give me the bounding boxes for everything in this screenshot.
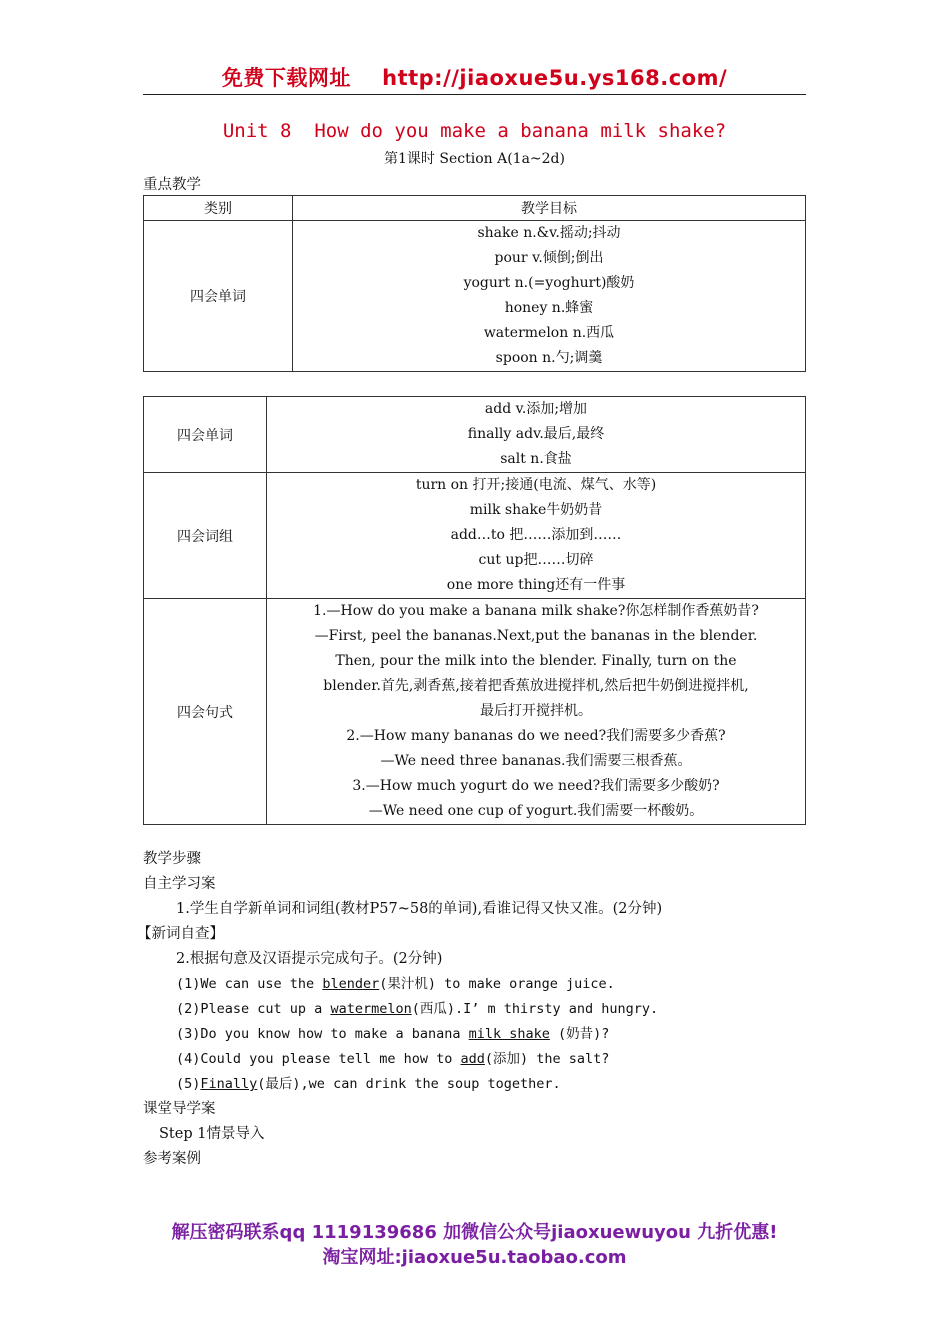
phrase-item: milk shake牛奶奶昔 — [469, 502, 603, 518]
objectives-table-2 — [143, 396, 806, 825]
section-key-heading: 重点教学 — [143, 177, 201, 193]
objectives-table-1 — [143, 195, 806, 372]
lesson-subtitle: 第1课时 Section A(1a~2d) — [384, 151, 565, 167]
page-header — [143, 62, 806, 92]
answer-blank: Finally — [200, 1076, 258, 1092]
exercise-5 — [143, 1072, 806, 1097]
self-study-heading: 自主学习案 — [143, 876, 216, 892]
sentence-line: 3.—How much yogurt do we need?我们需要多少酸奶? — [352, 778, 720, 794]
exercise-2 — [143, 997, 806, 1022]
reference-heading: 参考案例 — [143, 1151, 201, 1167]
row-label-sentences: 四会句式 — [144, 599, 267, 825]
col-header-category: 类别 — [144, 196, 293, 221]
vocab-cell — [267, 397, 806, 473]
sentence-line: 1.—How do you make a banana milk shake?你怎样制作香蕉奶昔? — [313, 603, 759, 619]
row-label-vocab: 四会单词 — [144, 397, 267, 473]
exercise-text: (1)We can use the — [176, 976, 323, 992]
exercise-text: (4)Could you please tell me how to — [176, 1051, 461, 1067]
exercise-text: (2)Please cut up a — [176, 1001, 331, 1017]
row-label-phrases: 四会词组 — [144, 473, 267, 599]
answer-blank: blender — [322, 976, 380, 992]
vocab-item: pour v.倾倒;倒出 — [494, 250, 604, 266]
exercise-text: (添加) the salt? — [484, 1051, 610, 1067]
exercise-4 — [143, 1047, 806, 1072]
exercise-text: (3)Do you know how to make a banana — [176, 1026, 469, 1042]
classroom-heading: 课堂导学案 — [143, 1101, 216, 1117]
sentence-line: blender.首先,剥香蕉,接着把香蕉放进搅拌机,然后把牛奶倒进搅拌机, — [323, 678, 749, 694]
vocab-item: watermelon n.西瓜 — [483, 325, 615, 341]
header-divider — [143, 94, 806, 95]
step-1-heading: Step 1情景导入 — [159, 1126, 265, 1142]
phrase-item: turn on 打开;接通(电流、煤气、水等) — [415, 477, 657, 493]
vocab-item: spoon n.勺;调羹 — [495, 350, 603, 366]
steps-heading: 教学步骤 — [143, 851, 201, 867]
exercise-text: (5) — [176, 1076, 201, 1092]
answer-blank: add — [460, 1051, 485, 1067]
exercise-text: (最后),we can drink the soup together. — [257, 1076, 561, 1092]
exercise-text: (西瓜).I’ m thirsty and hungry. — [411, 1001, 659, 1017]
header-url[interactable]: http://jiaoxue5u.ys168.com/ — [382, 66, 728, 90]
exercise-text: (果汁机) to make orange juice. — [379, 976, 615, 992]
step-item-2: 2.根据句意及汉语提示完成句子。(2分钟) — [176, 951, 443, 967]
answer-blank: watermelon — [330, 1001, 412, 1017]
col-header-objectives: 教学目标 — [293, 196, 806, 221]
footer-shop-url[interactable]: 淘宝网址:jiaoxue5u.taobao.com — [322, 1247, 627, 1268]
sentence-line: Then, pour the milk into the blender. Finally, turn on the — [335, 653, 737, 669]
sentence-line: —We need one cup of yogurt.我们需要一杯酸奶。 — [368, 803, 704, 819]
answer-blank: milk shake — [468, 1026, 550, 1042]
sentence-line: —First, peel the bananas.Next,put the bananas in the blender. — [314, 628, 758, 644]
vocab-item: shake n.&v.摇动;抖动 — [477, 225, 621, 241]
phrases-cell — [267, 473, 806, 599]
vocab-item: add v.添加;增加 — [484, 401, 588, 417]
row-label-vocab: 四会单词 — [144, 221, 293, 372]
vocab-item: yogurt n.(=yoghurt)酸奶 — [463, 275, 635, 291]
exercise-1 — [143, 972, 806, 997]
vocab-item: honey n.蜂蜜 — [504, 300, 594, 316]
phrase-item: add…to 把……添加到…… — [450, 527, 622, 543]
exercise-3 — [143, 1022, 806, 1047]
sentences-cell — [267, 599, 806, 825]
footer-contact: 解压密码联系qq 1119139686 加微信公众号jiaoxuewuyou 九折优惠! — [171, 1222, 778, 1243]
vocab-item: salt n.食盐 — [500, 451, 572, 467]
exercise-text: (奶昔)? — [549, 1026, 610, 1042]
header-label: 免费下载网址 — [221, 66, 351, 90]
phrase-item: one more thing还有一件事 — [446, 577, 626, 593]
sentence-line: 2.—How many bananas do we need?我们需要多少香蕉? — [346, 728, 726, 744]
sentence-line: 最后打开搅拌机。 — [480, 703, 592, 719]
vocab-cell — [293, 221, 806, 372]
phrase-item: cut up把……切碎 — [478, 552, 594, 568]
sentence-line: —We need three bananas.我们需要三根香蕉。 — [380, 753, 692, 769]
document-title: Unit 8 How do you make a banana milk shake? — [222, 120, 727, 142]
teaching-steps — [137, 847, 806, 1172]
word-check-heading: 【新词自查】 — [137, 926, 224, 942]
step-item-1: 1.学生自学新单词和词组(教材P57~58的单词),看谁记得又快又准。(2分钟) — [176, 901, 663, 917]
vocab-item: finally adv.最后,最终 — [467, 426, 605, 442]
